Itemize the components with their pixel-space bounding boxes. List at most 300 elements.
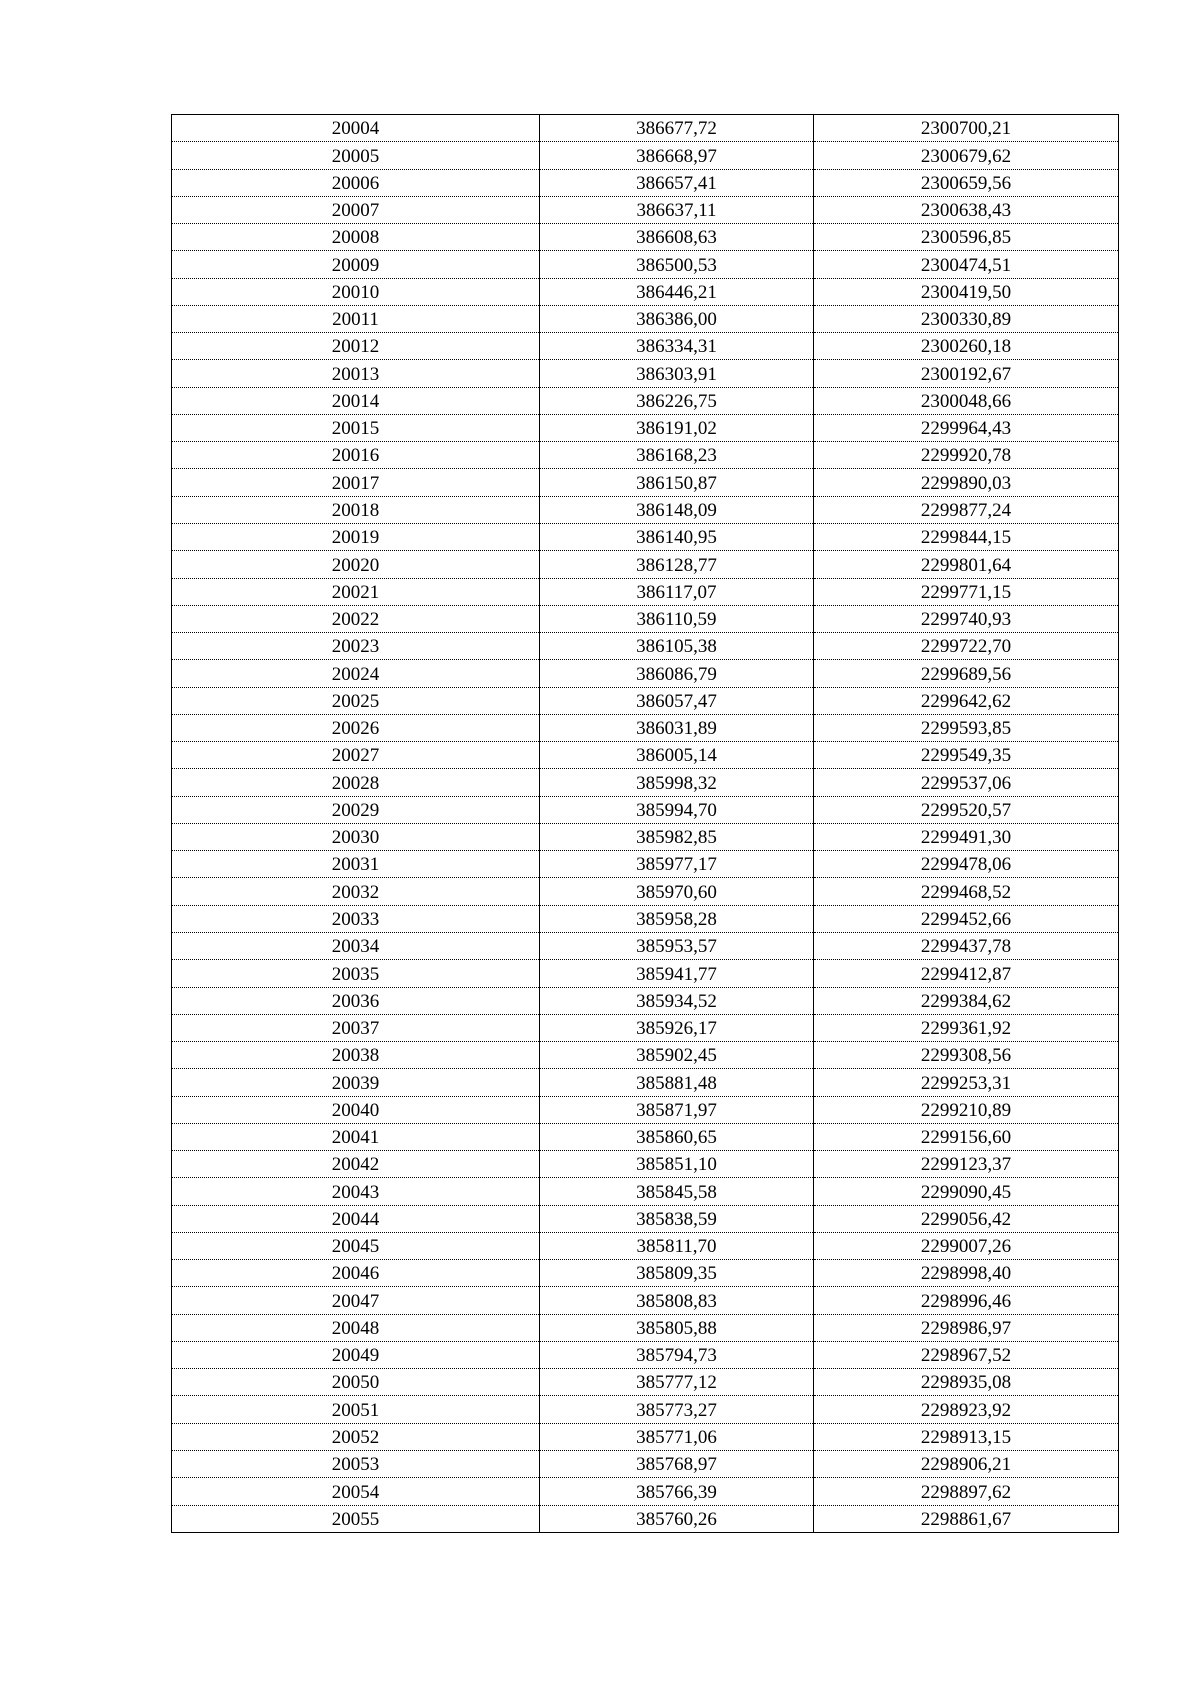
- table-row: [172, 714, 1119, 741]
- y-coordinate-cell: [814, 687, 1119, 714]
- cell-text: 385902,45: [636, 1045, 717, 1067]
- point-number-cell: [172, 1287, 540, 1314]
- table-row: [172, 387, 1119, 414]
- table-row: [172, 823, 1119, 850]
- cell-text: 20046: [331, 1263, 380, 1285]
- y-coordinate-cell: [814, 605, 1119, 632]
- x-coordinate-cell: [540, 414, 814, 441]
- x-coordinate-cell: [540, 1178, 814, 1205]
- cell-text: 386128,77: [636, 554, 717, 576]
- y-coordinate-cell: [814, 1260, 1119, 1287]
- point-number-cell: [172, 1178, 540, 1205]
- cell-text: 20024: [331, 663, 380, 685]
- cell-text: 20038: [331, 1045, 380, 1067]
- x-coordinate-cell: [540, 1096, 814, 1123]
- cell-text: 2299844,15: [920, 527, 1012, 549]
- cell-text: 2299491,30: [920, 827, 1012, 849]
- point-number-cell: [172, 523, 540, 550]
- y-coordinate-cell: [814, 169, 1119, 196]
- x-coordinate-cell: [540, 1369, 814, 1396]
- cell-text: 386668,97: [636, 145, 717, 167]
- point-number-cell: [172, 742, 540, 769]
- table-row: [172, 1232, 1119, 1259]
- cell-text: 386005,14: [636, 745, 717, 767]
- cell-text: 385760,26: [636, 1508, 717, 1530]
- point-number-cell: [172, 1505, 540, 1532]
- cell-text: 20015: [331, 418, 380, 440]
- cell-text: 20019: [331, 527, 380, 549]
- x-coordinate-cell: [540, 1478, 814, 1505]
- point-number-cell: [172, 1014, 540, 1041]
- table-row: [172, 605, 1119, 632]
- cell-text: 2300419,50: [920, 281, 1012, 303]
- cell-text: 2300474,51: [920, 254, 1012, 276]
- point-number-cell: [172, 1096, 540, 1123]
- cell-text: 20036: [331, 990, 380, 1012]
- cell-text: 20026: [331, 718, 380, 740]
- table-row: [172, 1505, 1119, 1532]
- cell-text: 20007: [331, 200, 380, 222]
- cell-text: 20040: [331, 1099, 380, 1121]
- y-coordinate-cell: [814, 1451, 1119, 1478]
- cell-text: 20048: [331, 1317, 380, 1339]
- coordinate-table-body: [172, 115, 1119, 1533]
- y-coordinate-cell: [814, 414, 1119, 441]
- point-number-cell: [172, 387, 540, 414]
- x-coordinate-cell: [540, 960, 814, 987]
- y-coordinate-cell: [814, 1042, 1119, 1069]
- cell-text: 20011: [332, 309, 379, 331]
- cell-text: 20008: [331, 227, 380, 249]
- cell-text: 386150,87: [636, 472, 717, 494]
- cell-text: 2299520,57: [920, 799, 1012, 821]
- x-coordinate-cell: [540, 496, 814, 523]
- point-number-cell: [172, 660, 540, 687]
- cell-text: 385851,10: [636, 1154, 717, 1176]
- point-number-cell: [172, 1341, 540, 1368]
- point-number-cell: [172, 1123, 540, 1150]
- table-row: [172, 224, 1119, 251]
- cell-text: 2300659,56: [920, 172, 1012, 194]
- y-coordinate-cell: [814, 987, 1119, 1014]
- cell-text: 386031,89: [636, 718, 717, 740]
- cell-text: 20043: [331, 1181, 380, 1203]
- cell-text: 2299412,87: [920, 963, 1012, 985]
- cell-text: 385809,35: [636, 1263, 717, 1285]
- point-number-cell: [172, 169, 540, 196]
- y-coordinate-cell: [814, 1314, 1119, 1341]
- cell-text: 20012: [331, 336, 380, 358]
- x-coordinate-cell: [540, 1341, 814, 1368]
- cell-text: 385838,59: [636, 1208, 717, 1230]
- y-coordinate-cell: [814, 714, 1119, 741]
- cell-text: 386608,63: [636, 227, 717, 249]
- point-number-cell: [172, 469, 540, 496]
- table-row: [172, 1042, 1119, 1069]
- x-coordinate-cell: [540, 469, 814, 496]
- table-row: [172, 1205, 1119, 1232]
- x-coordinate-cell: [540, 660, 814, 687]
- x-coordinate-cell: [540, 115, 814, 142]
- x-coordinate-cell: [540, 932, 814, 959]
- cell-text: 20032: [331, 881, 380, 903]
- y-coordinate-cell: [814, 305, 1119, 332]
- table-row: [172, 851, 1119, 878]
- table-row: [172, 796, 1119, 823]
- cell-text: 2300638,43: [920, 200, 1012, 222]
- x-coordinate-cell: [540, 742, 814, 769]
- table-row: [172, 633, 1119, 660]
- table-row: [172, 1260, 1119, 1287]
- table-row: [172, 1178, 1119, 1205]
- cell-text: 2299308,56: [920, 1045, 1012, 1067]
- table-row: [172, 278, 1119, 305]
- cell-text: 20037: [331, 1018, 380, 1040]
- cell-text: 20035: [331, 963, 380, 985]
- x-coordinate-cell: [540, 1123, 814, 1150]
- x-coordinate-cell: [540, 1232, 814, 1259]
- x-coordinate-cell: [540, 905, 814, 932]
- cell-text: 2299468,52: [920, 881, 1012, 903]
- x-coordinate-cell: [540, 1396, 814, 1423]
- y-coordinate-cell: [814, 1232, 1119, 1259]
- table-row: [172, 1069, 1119, 1096]
- x-coordinate-cell: [540, 1505, 814, 1532]
- point-number-cell: [172, 278, 540, 305]
- x-coordinate-cell: [540, 796, 814, 823]
- y-coordinate-cell: [814, 633, 1119, 660]
- cell-text: 20033: [331, 908, 380, 930]
- cell-text: 20027: [331, 745, 380, 767]
- table-row: [172, 578, 1119, 605]
- point-number-cell: [172, 1232, 540, 1259]
- cell-text: 2298935,08: [920, 1372, 1012, 1394]
- x-coordinate-cell: [540, 578, 814, 605]
- cell-text: 2299877,24: [920, 499, 1012, 521]
- x-coordinate-cell: [540, 305, 814, 332]
- table-row: [172, 1151, 1119, 1178]
- cell-text: 20045: [331, 1236, 380, 1258]
- y-coordinate-cell: [814, 387, 1119, 414]
- cell-text: 385934,52: [636, 990, 717, 1012]
- y-coordinate-cell: [814, 1178, 1119, 1205]
- x-coordinate-cell: [540, 551, 814, 578]
- point-number-cell: [172, 305, 540, 332]
- point-number-cell: [172, 1314, 540, 1341]
- table-row: [172, 932, 1119, 959]
- y-coordinate-cell: [814, 1096, 1119, 1123]
- cell-text: 20017: [331, 472, 380, 494]
- table-row: [172, 1451, 1119, 1478]
- y-coordinate-cell: [814, 742, 1119, 769]
- y-coordinate-cell: [814, 333, 1119, 360]
- cell-text: 2299642,62: [920, 690, 1012, 712]
- table-row: [172, 169, 1119, 196]
- y-coordinate-cell: [814, 660, 1119, 687]
- cell-text: 2298996,46: [920, 1290, 1012, 1312]
- cell-text: 385982,85: [636, 827, 717, 849]
- cell-text: 385768,97: [636, 1454, 717, 1476]
- cell-text: 20023: [331, 636, 380, 658]
- cell-text: 385977,17: [636, 854, 717, 876]
- x-coordinate-cell: [540, 714, 814, 741]
- cell-text: 2298897,62: [920, 1481, 1012, 1503]
- table-row: [172, 469, 1119, 496]
- cell-text: 386140,95: [636, 527, 717, 549]
- cell-text: 386303,91: [636, 363, 717, 385]
- cell-text: 385794,73: [636, 1345, 717, 1367]
- cell-text: 20021: [331, 581, 380, 603]
- y-coordinate-cell: [814, 796, 1119, 823]
- point-number-cell: [172, 932, 540, 959]
- cell-text: 386168,23: [636, 445, 717, 467]
- point-number-cell: [172, 496, 540, 523]
- point-number-cell: [172, 851, 540, 878]
- table-row: [172, 251, 1119, 278]
- y-coordinate-cell: [814, 278, 1119, 305]
- cell-text: 20010: [331, 281, 380, 303]
- table-row: [172, 523, 1119, 550]
- cell-text: 386677,72: [636, 118, 717, 140]
- x-coordinate-cell: [540, 987, 814, 1014]
- coordinate-table: [171, 114, 1119, 1533]
- cell-text: 2299210,89: [920, 1099, 1012, 1121]
- table-row: [172, 1314, 1119, 1341]
- point-number-cell: [172, 115, 540, 142]
- table-row: [172, 1014, 1119, 1041]
- cell-text: 385994,70: [636, 799, 717, 821]
- point-number-cell: [172, 796, 540, 823]
- x-coordinate-cell: [540, 360, 814, 387]
- x-coordinate-cell: [540, 769, 814, 796]
- point-number-cell: [172, 1478, 540, 1505]
- cell-text: 20031: [331, 854, 380, 876]
- cell-text: 2298986,97: [920, 1317, 1012, 1339]
- cell-text: 386334,31: [636, 336, 717, 358]
- cell-text: 385845,58: [636, 1181, 717, 1203]
- cell-text: 2299689,56: [920, 663, 1012, 685]
- y-coordinate-cell: [814, 196, 1119, 223]
- y-coordinate-cell: [814, 1014, 1119, 1041]
- x-coordinate-cell: [540, 1151, 814, 1178]
- table-row: [172, 1287, 1119, 1314]
- table-row: [172, 142, 1119, 169]
- cell-text: 2300330,89: [920, 309, 1012, 331]
- cell-text: 385871,97: [636, 1099, 717, 1121]
- cell-text: 20028: [331, 772, 380, 794]
- x-coordinate-cell: [540, 851, 814, 878]
- point-number-cell: [172, 769, 540, 796]
- y-coordinate-cell: [814, 1505, 1119, 1532]
- point-number-cell: [172, 960, 540, 987]
- cell-text: 385953,57: [636, 936, 717, 958]
- point-number-cell: [172, 196, 540, 223]
- cell-text: 20042: [331, 1154, 380, 1176]
- cell-text: 2299771,15: [920, 581, 1012, 603]
- cell-text: 2299437,78: [920, 936, 1012, 958]
- y-coordinate-cell: [814, 115, 1119, 142]
- cell-text: 2298998,40: [920, 1263, 1012, 1285]
- x-coordinate-cell: [540, 523, 814, 550]
- x-coordinate-cell: [540, 387, 814, 414]
- cell-text: 386500,53: [636, 254, 717, 276]
- x-coordinate-cell: [540, 196, 814, 223]
- table-row: [172, 687, 1119, 714]
- table-row: [172, 442, 1119, 469]
- point-number-cell: [172, 551, 540, 578]
- y-coordinate-cell: [814, 932, 1119, 959]
- x-coordinate-cell: [540, 251, 814, 278]
- cell-text: 20020: [331, 554, 380, 576]
- cell-text: 2299361,92: [920, 1018, 1012, 1040]
- point-number-cell: [172, 1151, 540, 1178]
- cell-text: 2299593,85: [920, 718, 1012, 740]
- table-row: [172, 115, 1119, 142]
- y-coordinate-cell: [814, 878, 1119, 905]
- x-coordinate-cell: [540, 1260, 814, 1287]
- cell-text: 2300192,67: [920, 363, 1012, 385]
- cell-text: 385766,39: [636, 1481, 717, 1503]
- point-number-cell: [172, 142, 540, 169]
- point-number-cell: [172, 1069, 540, 1096]
- cell-text: 2299452,66: [920, 908, 1012, 930]
- y-coordinate-cell: [814, 1205, 1119, 1232]
- cell-text: 2299156,60: [920, 1127, 1012, 1149]
- cell-text: 2299740,93: [920, 609, 1012, 631]
- cell-text: 20051: [331, 1399, 380, 1421]
- cell-text: 386226,75: [636, 390, 717, 412]
- table-row: [172, 305, 1119, 332]
- cell-text: 385805,88: [636, 1317, 717, 1339]
- cell-text: 20025: [331, 690, 380, 712]
- table-row: [172, 496, 1119, 523]
- y-coordinate-cell: [814, 551, 1119, 578]
- cell-text: 386117,07: [636, 581, 717, 603]
- table-row: [172, 1341, 1119, 1368]
- x-coordinate-cell: [540, 1314, 814, 1341]
- cell-text: 20052: [331, 1427, 380, 1449]
- y-coordinate-cell: [814, 1123, 1119, 1150]
- table-row: [172, 878, 1119, 905]
- point-number-cell: [172, 633, 540, 660]
- x-coordinate-cell: [540, 823, 814, 850]
- x-coordinate-cell: [540, 1069, 814, 1096]
- point-number-cell: [172, 333, 540, 360]
- table-row: [172, 905, 1119, 932]
- point-number-cell: [172, 714, 540, 741]
- point-number-cell: [172, 1451, 540, 1478]
- cell-text: 20016: [331, 445, 380, 467]
- cell-text: 2299537,06: [920, 772, 1012, 794]
- cell-text: 2299890,03: [920, 472, 1012, 494]
- cell-text: 20030: [331, 827, 380, 849]
- point-number-cell: [172, 823, 540, 850]
- cell-text: 386386,00: [636, 309, 717, 331]
- y-coordinate-cell: [814, 251, 1119, 278]
- cell-text: 385970,60: [636, 881, 717, 903]
- cell-text: 385860,65: [636, 1127, 717, 1149]
- cell-text: 20029: [331, 799, 380, 821]
- table-row: [172, 1423, 1119, 1450]
- cell-text: 20004: [331, 118, 380, 140]
- cell-text: 20053: [331, 1454, 380, 1476]
- table-row: [172, 1123, 1119, 1150]
- y-coordinate-cell: [814, 960, 1119, 987]
- x-coordinate-cell: [540, 278, 814, 305]
- cell-text: 20049: [331, 1345, 380, 1367]
- x-coordinate-cell: [540, 1042, 814, 1069]
- cell-text: 20013: [331, 363, 380, 385]
- table-row: [172, 360, 1119, 387]
- y-coordinate-cell: [814, 1151, 1119, 1178]
- y-coordinate-cell: [814, 851, 1119, 878]
- x-coordinate-cell: [540, 1451, 814, 1478]
- point-number-cell: [172, 987, 540, 1014]
- cell-text: 2299056,42: [920, 1208, 1012, 1230]
- x-coordinate-cell: [540, 1014, 814, 1041]
- table-row: [172, 960, 1119, 987]
- y-coordinate-cell: [814, 224, 1119, 251]
- point-number-cell: [172, 442, 540, 469]
- point-number-cell: [172, 605, 540, 632]
- point-number-cell: [172, 905, 540, 932]
- cell-text: 2299549,35: [920, 745, 1012, 767]
- point-number-cell: [172, 251, 540, 278]
- cell-text: 20009: [331, 254, 380, 276]
- point-number-cell: [172, 1423, 540, 1450]
- y-coordinate-cell: [814, 496, 1119, 523]
- y-coordinate-cell: [814, 1341, 1119, 1368]
- cell-text: 2299090,45: [920, 1181, 1012, 1203]
- cell-text: 2299384,62: [920, 990, 1012, 1012]
- cell-text: 2299801,64: [920, 554, 1012, 576]
- cell-text: 20054: [331, 1481, 380, 1503]
- point-number-cell: [172, 1369, 540, 1396]
- point-number-cell: [172, 1396, 540, 1423]
- point-number-cell: [172, 1260, 540, 1287]
- point-number-cell: [172, 1205, 540, 1232]
- table-row: [172, 196, 1119, 223]
- table-row: [172, 1096, 1119, 1123]
- point-number-cell: [172, 414, 540, 441]
- cell-text: 385773,27: [636, 1399, 717, 1421]
- cell-text: 386657,41: [636, 172, 717, 194]
- y-coordinate-cell: [814, 1069, 1119, 1096]
- table-row: [172, 551, 1119, 578]
- y-coordinate-cell: [814, 469, 1119, 496]
- x-coordinate-cell: [540, 633, 814, 660]
- cell-text: 20041: [331, 1127, 380, 1149]
- point-number-cell: [172, 360, 540, 387]
- cell-text: 20050: [331, 1372, 380, 1394]
- cell-text: 386191,02: [636, 418, 717, 440]
- y-coordinate-cell: [814, 769, 1119, 796]
- cell-text: 20014: [331, 390, 380, 412]
- x-coordinate-cell: [540, 1423, 814, 1450]
- cell-text: 2299253,31: [920, 1072, 1012, 1094]
- cell-text: 20047: [331, 1290, 380, 1312]
- table-row: [172, 414, 1119, 441]
- point-number-cell: [172, 1042, 540, 1069]
- cell-text: 386110,59: [636, 609, 717, 631]
- y-coordinate-cell: [814, 1478, 1119, 1505]
- x-coordinate-cell: [540, 442, 814, 469]
- cell-text: 2298913,15: [920, 1427, 1012, 1449]
- y-coordinate-cell: [814, 1423, 1119, 1450]
- cell-text: 385941,77: [636, 963, 717, 985]
- cell-text: 2299478,06: [920, 854, 1012, 876]
- cell-text: 2300260,18: [920, 336, 1012, 358]
